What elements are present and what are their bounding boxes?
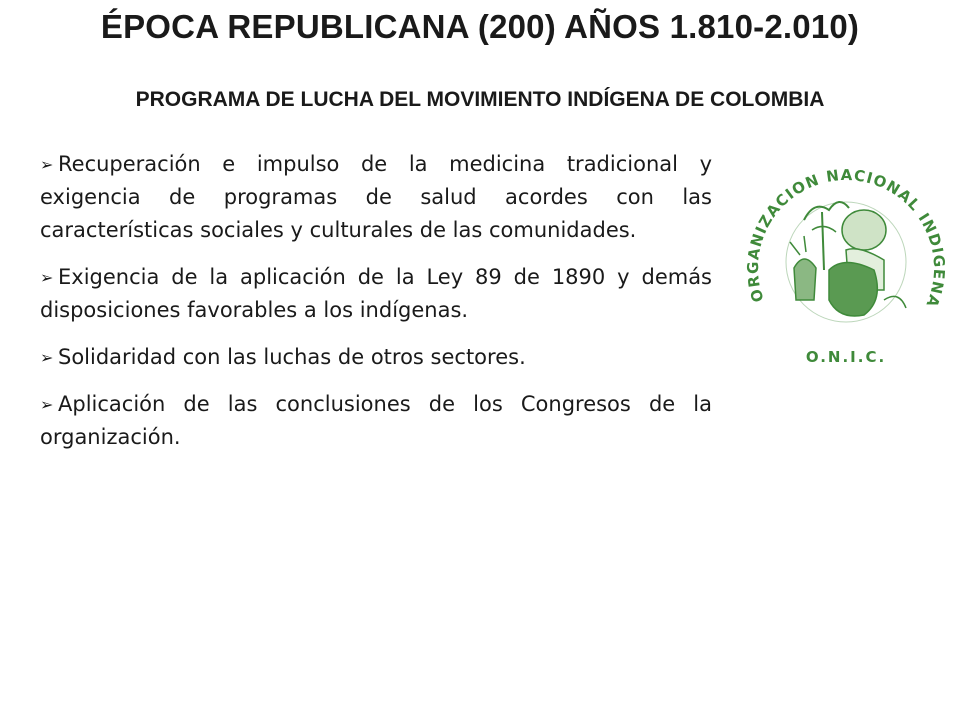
bullet-text: Recuperación e impulso de la medicina tradicional y exigencia de programas de salud acordes con las características sociales y culturales de las comunidades. [40,152,712,242]
slide-title: ÉPOCA REPUBLICANA (200) AÑOS 1.810-2.010) [100,8,860,45]
arrow-bullet-icon: ➢ [40,348,54,367]
slide-subtitle: PROGRAMA DE LUCHA DEL MOVIMIENTO INDÍGENA DE COLOMBIA [135,88,825,111]
logo-ring-text: ORGANIZACION NACIONAL INDIGENA [743,165,949,311]
bullet-list [40,148,712,468]
arrow-bullet-icon: ➢ [40,268,54,287]
bullet-text: Aplicación de las conclusiones de los Congresos de la organización. [40,392,712,449]
bullet-item [40,341,712,374]
bullet-item [40,261,712,327]
onic-logo [734,150,958,374]
arrow-bullet-icon: ➢ [40,395,54,414]
logo-bottom-text: O.N.I.C. [805,348,887,366]
bullet-text: Exigencia de la aplicación de la Ley 89 de 1890 y demás disposiciones favorables a los indígenas. [40,265,712,322]
bullet-item [40,148,712,247]
bullet-item [40,388,712,454]
arrow-bullet-icon: ➢ [40,155,54,174]
onic-logo-graphic [734,150,958,374]
bullet-text: Solidaridad con las luchas de otros sectores. [58,345,526,369]
